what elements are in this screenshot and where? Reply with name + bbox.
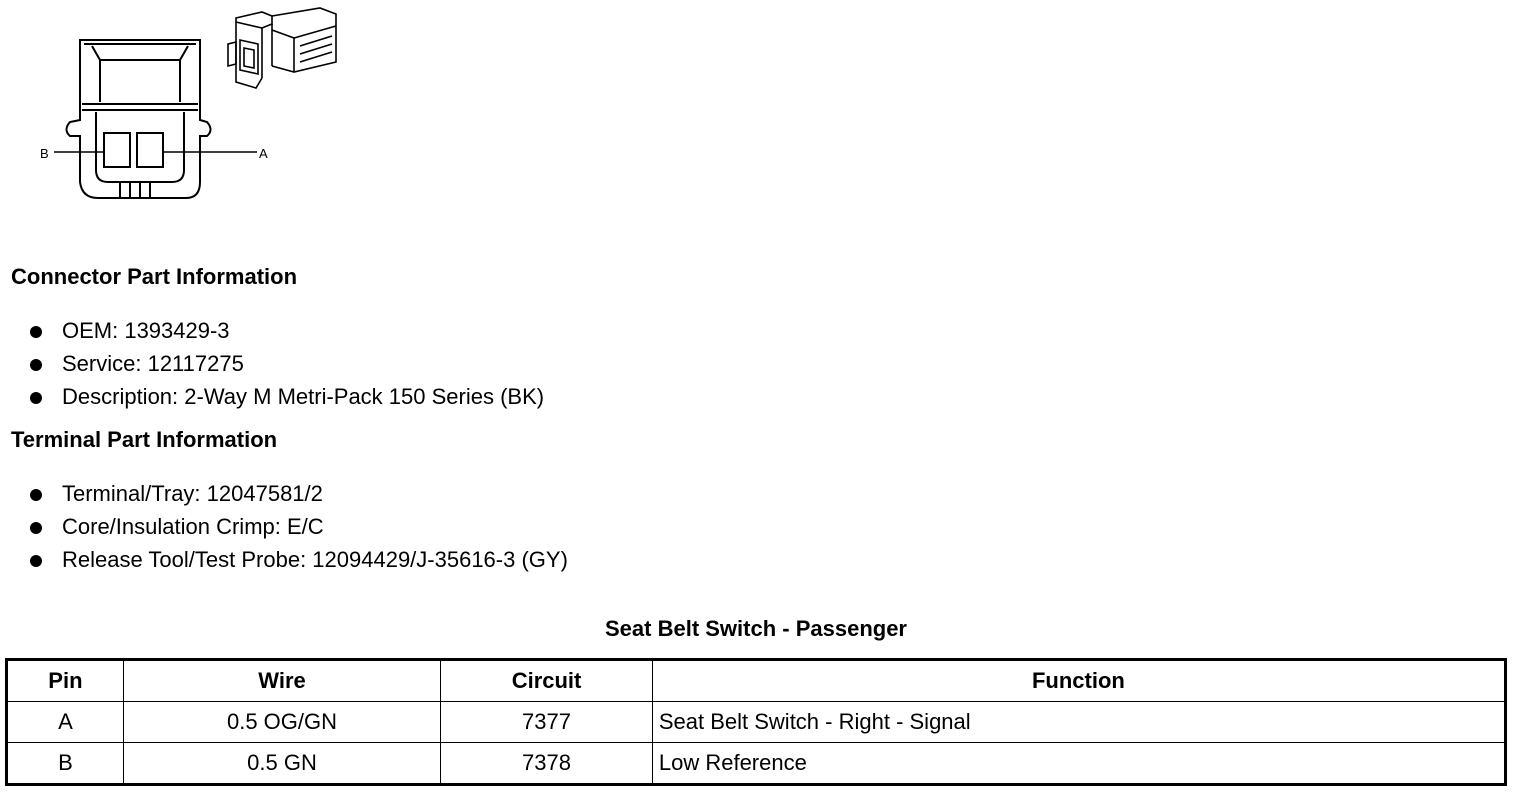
cell-wire: 0.5 GN [123, 743, 440, 785]
list-item: Service: 12117275 [30, 347, 544, 380]
connector-face-view [0, 0, 380, 215]
list-item: OEM: 1393429-3 [30, 314, 544, 347]
bullet-icon [30, 359, 42, 371]
cell-function: Seat Belt Switch - Right - Signal [652, 702, 1505, 743]
connector-part-heading: Connector Part Information [11, 264, 298, 289]
list-item: Terminal/Tray: 12047581/2 [30, 477, 568, 510]
cavity-b [104, 133, 130, 167]
bullet-icon [30, 392, 42, 404]
list-item: Core/Insulation Crimp: E/C [30, 510, 568, 543]
pinout-table [5, 658, 1507, 786]
table-row [7, 743, 1506, 785]
connector-diagram [0, 0, 380, 215]
table-header-row [7, 660, 1506, 702]
header-circuit: Circuit [441, 660, 653, 702]
list-item: Description: 2-Way M Metri-Pack 150 Series (BK) [30, 380, 544, 413]
bullet-icon [30, 489, 42, 501]
bullet-icon [30, 555, 42, 567]
cell-wire: 0.5 OG/GN [123, 702, 440, 743]
header-pin: Pin [7, 660, 124, 702]
cell-circuit: 7378 [441, 743, 653, 785]
table-row [7, 702, 1506, 743]
connector-isometric-view [228, 8, 336, 88]
pin-b-label: B [40, 146, 49, 161]
cavity-a [137, 133, 163, 167]
cell-pin: A [7, 702, 124, 743]
terminal-part-heading: Terminal Part Information [11, 427, 278, 452]
cell-function: Low Reference [652, 743, 1505, 785]
header-wire: Wire [123, 660, 440, 702]
list-item: Release Tool/Test Probe: 12094429/J-35616-3 (GY) [30, 543, 568, 576]
connector-face-outline [67, 40, 211, 198]
header-function: Function [652, 660, 1505, 702]
bullet-icon [30, 522, 42, 534]
connector-part-list [30, 314, 544, 413]
cell-circuit: 7377 [441, 702, 653, 743]
bullet-icon [30, 326, 42, 338]
pin-a-label: A [259, 146, 268, 161]
cell-pin: B [7, 743, 124, 785]
table-title: Seat Belt Switch - Passenger [605, 616, 907, 641]
terminal-part-list [30, 477, 568, 576]
